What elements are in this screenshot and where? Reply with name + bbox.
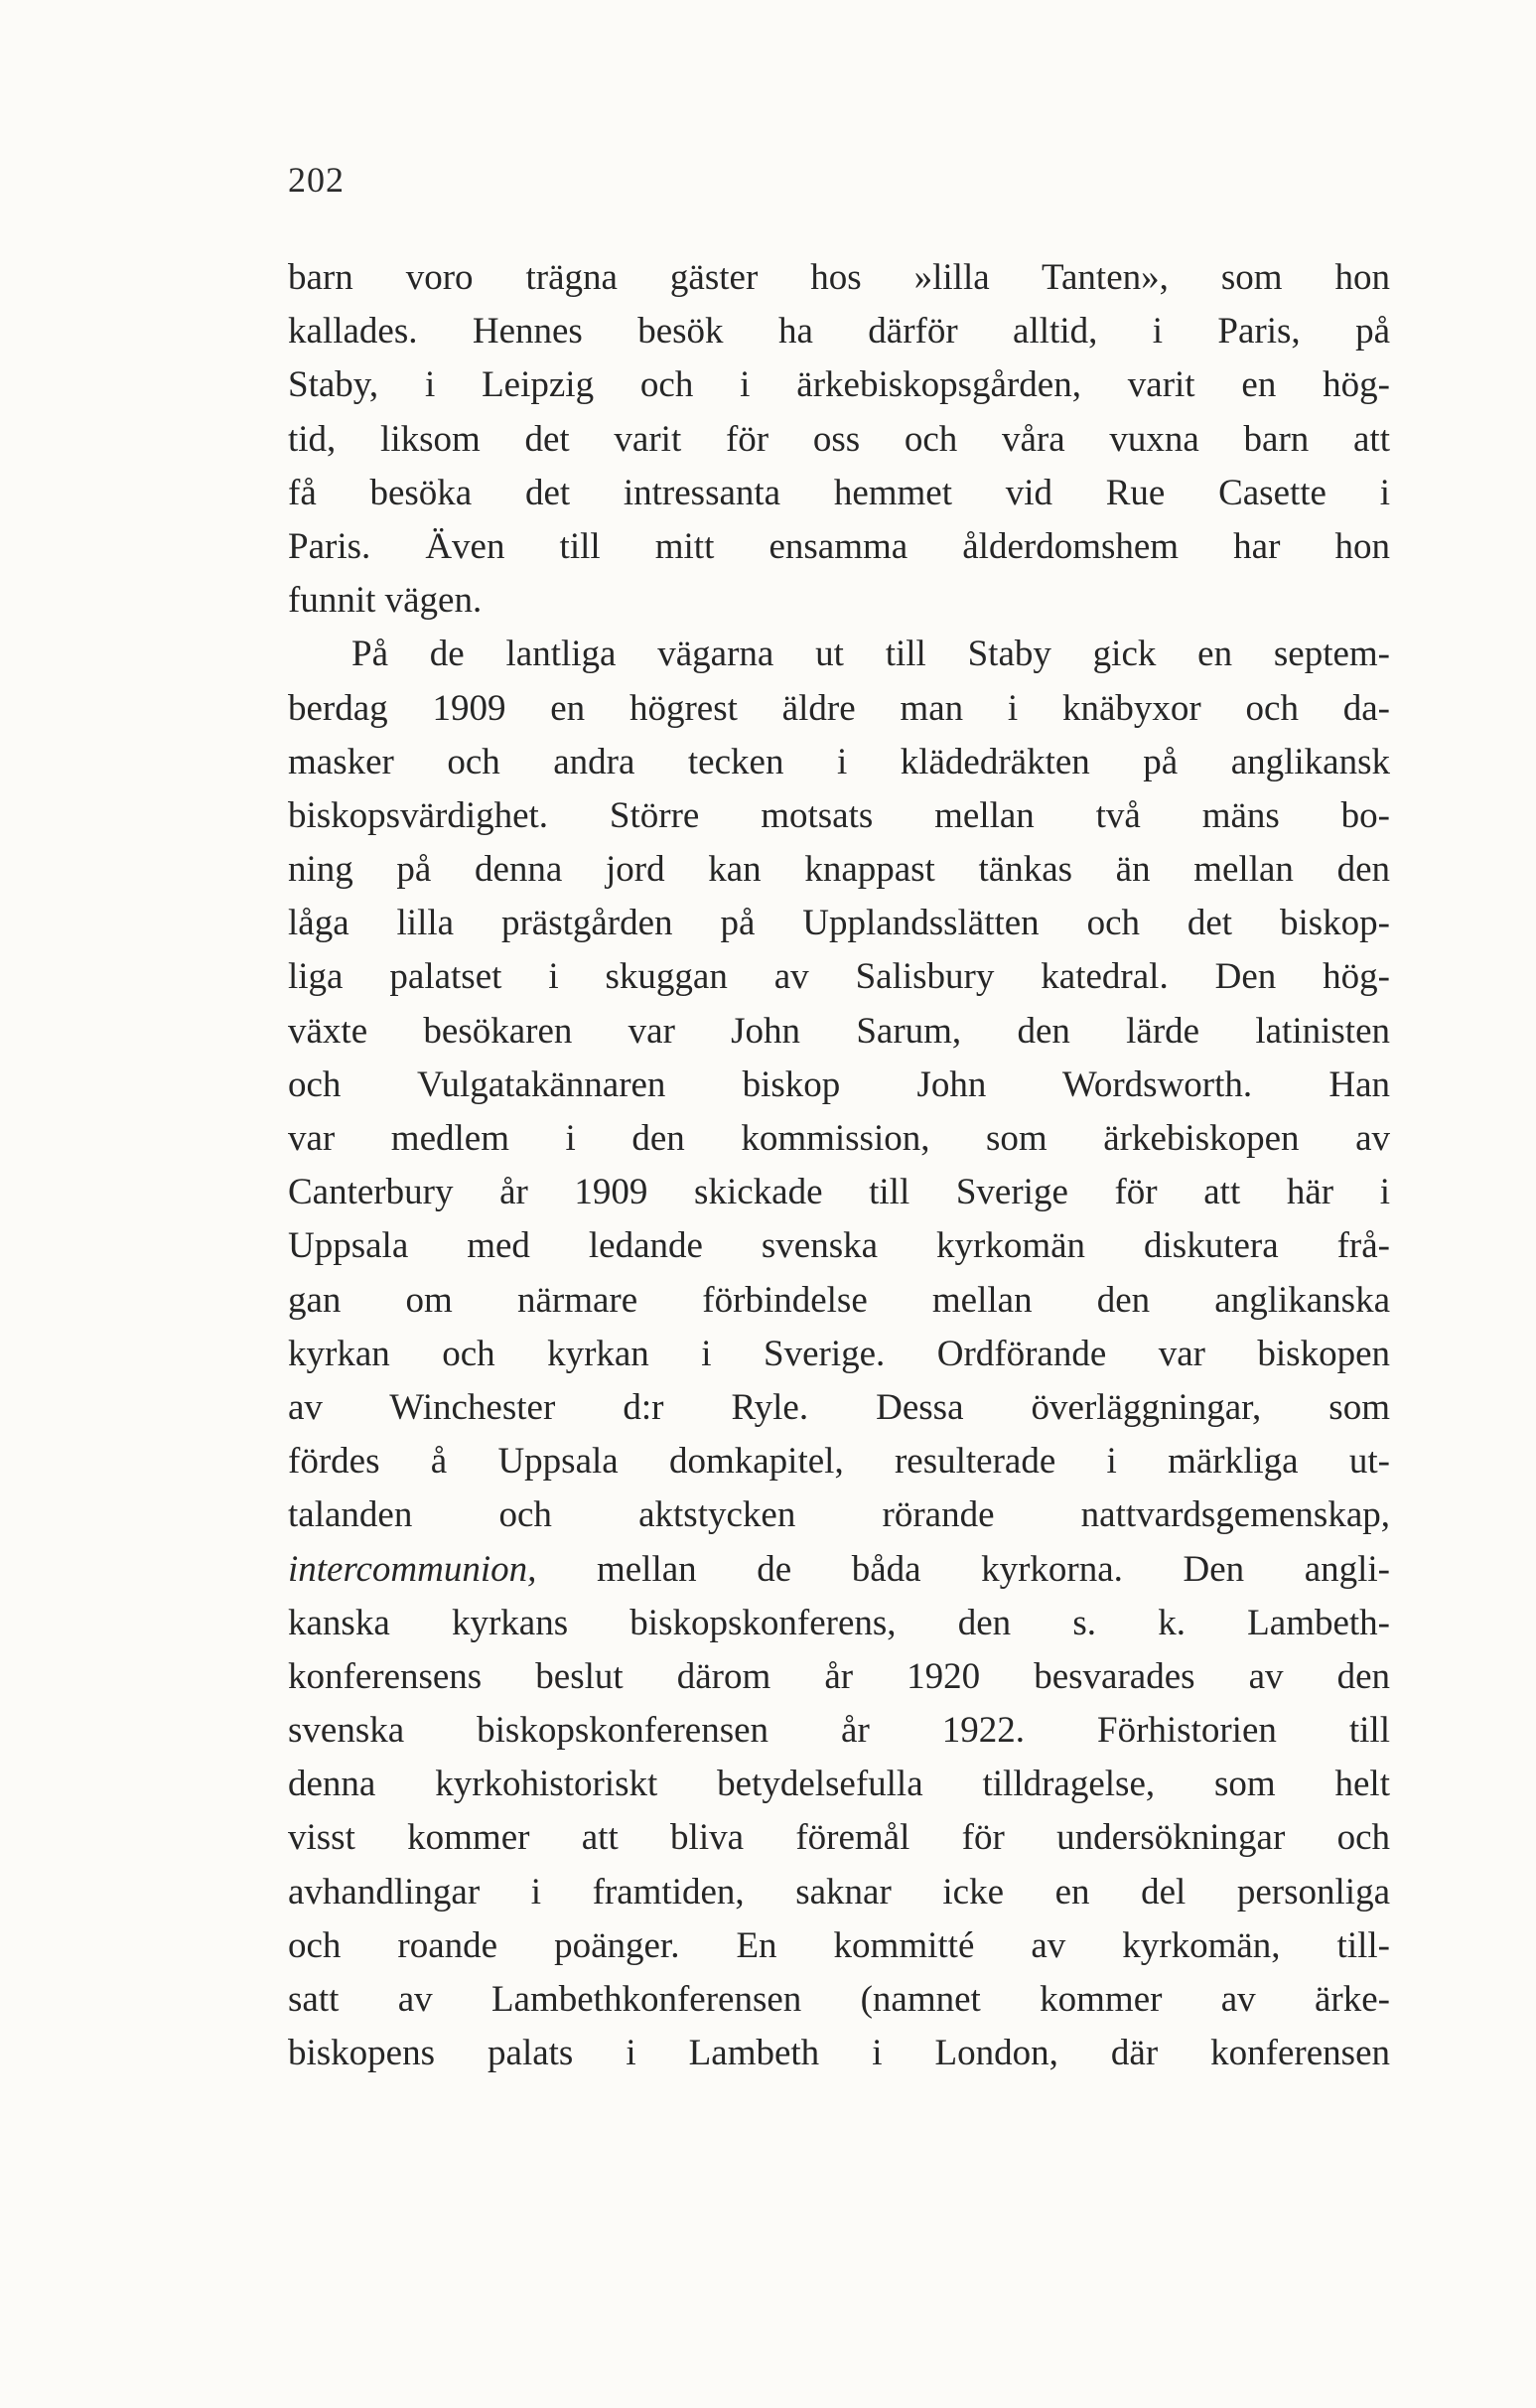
page-number: 202	[288, 160, 345, 200]
text-line: barn voro trägna gäster hos »lilla Tanten», som hon	[288, 257, 1390, 298]
text-line: funnit vägen.	[288, 580, 483, 622]
text-line: Staby, i Leipzig och i ärkebiskopsgården, varit en hög-	[288, 364, 1390, 406]
body-text	[288, 251, 1390, 2080]
text-line: satt av Lambethkonferensen (namnet kommer av ärke-	[288, 1979, 1390, 2020]
text-line: av Winchester d:r Ryle. Dessa överläggningar, som	[288, 1386, 1390, 1428]
text-line: denna kyrkohistoriskt betydelsefulla tilldragelse, som helt	[288, 1764, 1390, 1805]
text-line: biskopsvärdighet. Större motsats mellan två mäns bo-	[288, 794, 1390, 836]
text-line: ning på denna jord kan knappast tänkas än mellan den	[288, 849, 1390, 891]
text-line: Canterbury år 1909 skickade till Sverige för att här i	[288, 1172, 1390, 1213]
text-line: kanska kyrkans biskopskonferens, den s. k. Lambeth-	[288, 1602, 1390, 1643]
text-line-italic	[288, 1543, 1390, 1597]
text-line: fördes å Uppsala domkapitel, resulterade i märkliga ut-	[288, 1441, 1390, 1483]
text-line: talanden och aktstycken rörande nattvardsgemenskap,	[288, 1494, 1390, 1536]
text-line: Paris. Även till mitt ensamma ålderdomshem har hon	[288, 525, 1390, 567]
text-line: få besöka det intressanta hemmet vid Rue Casette i	[288, 472, 1390, 513]
text-line: Uppsala med ledande svenska kyrkomän diskutera frå-	[288, 1225, 1390, 1267]
text-line: kyrkan och kyrkan i Sverige. Ordförande var biskopen	[288, 1333, 1390, 1374]
text-line: avhandlingar i framtiden, saknar icke en del personliga	[288, 1871, 1390, 1912]
text-line: masker och andra tecken i klädedräkten på anglikansk	[288, 741, 1390, 782]
text-line: visst kommer att bliva föremål för undersökningar och	[288, 1817, 1390, 1859]
text-line: kallades. Hennes besök ha därför alltid, i Paris, på	[288, 311, 1390, 353]
text-line: På de lantliga vägarna ut till Staby gick en septem-	[351, 634, 1390, 675]
text-line: berdag 1909 en högrest äldre man i knäbyxor och da-	[288, 687, 1390, 729]
text-line: konferensens beslut därom år 1920 besvarades av den	[288, 1655, 1390, 1697]
text-line-rest: mellan de båda kyrkorna. Den angli-	[596, 1548, 1390, 1590]
text-line: och Vulgatakännaren biskop John Wordsworth. Han	[288, 1063, 1390, 1105]
text-line: växte besökaren var John Sarum, den lärde latinisten	[288, 1010, 1390, 1052]
text-line: låga lilla prästgården på Upplandsslätten och det biskop-	[288, 903, 1390, 944]
text-line: svenska biskopskonferensen år 1922. Förhistorien till	[288, 1710, 1390, 1752]
italic-term: intercommunion,	[288, 1548, 537, 1590]
text-line: och roande poänger. En kommitté av kyrkomän, till-	[288, 1924, 1390, 1966]
text-line: biskopens palats i Lambeth i London, där konferensen	[288, 2033, 1390, 2074]
text-line: liga palatset i skuggan av Salisbury katedral. Den hög-	[288, 956, 1390, 998]
text-line: var medlem i den kommission, som ärkebiskopen av	[288, 1118, 1390, 1159]
text-line: gan om närmare förbindelse mellan den anglikanska	[288, 1279, 1390, 1321]
text-line: tid, liksom det varit för oss och våra vuxna barn att	[288, 418, 1390, 460]
